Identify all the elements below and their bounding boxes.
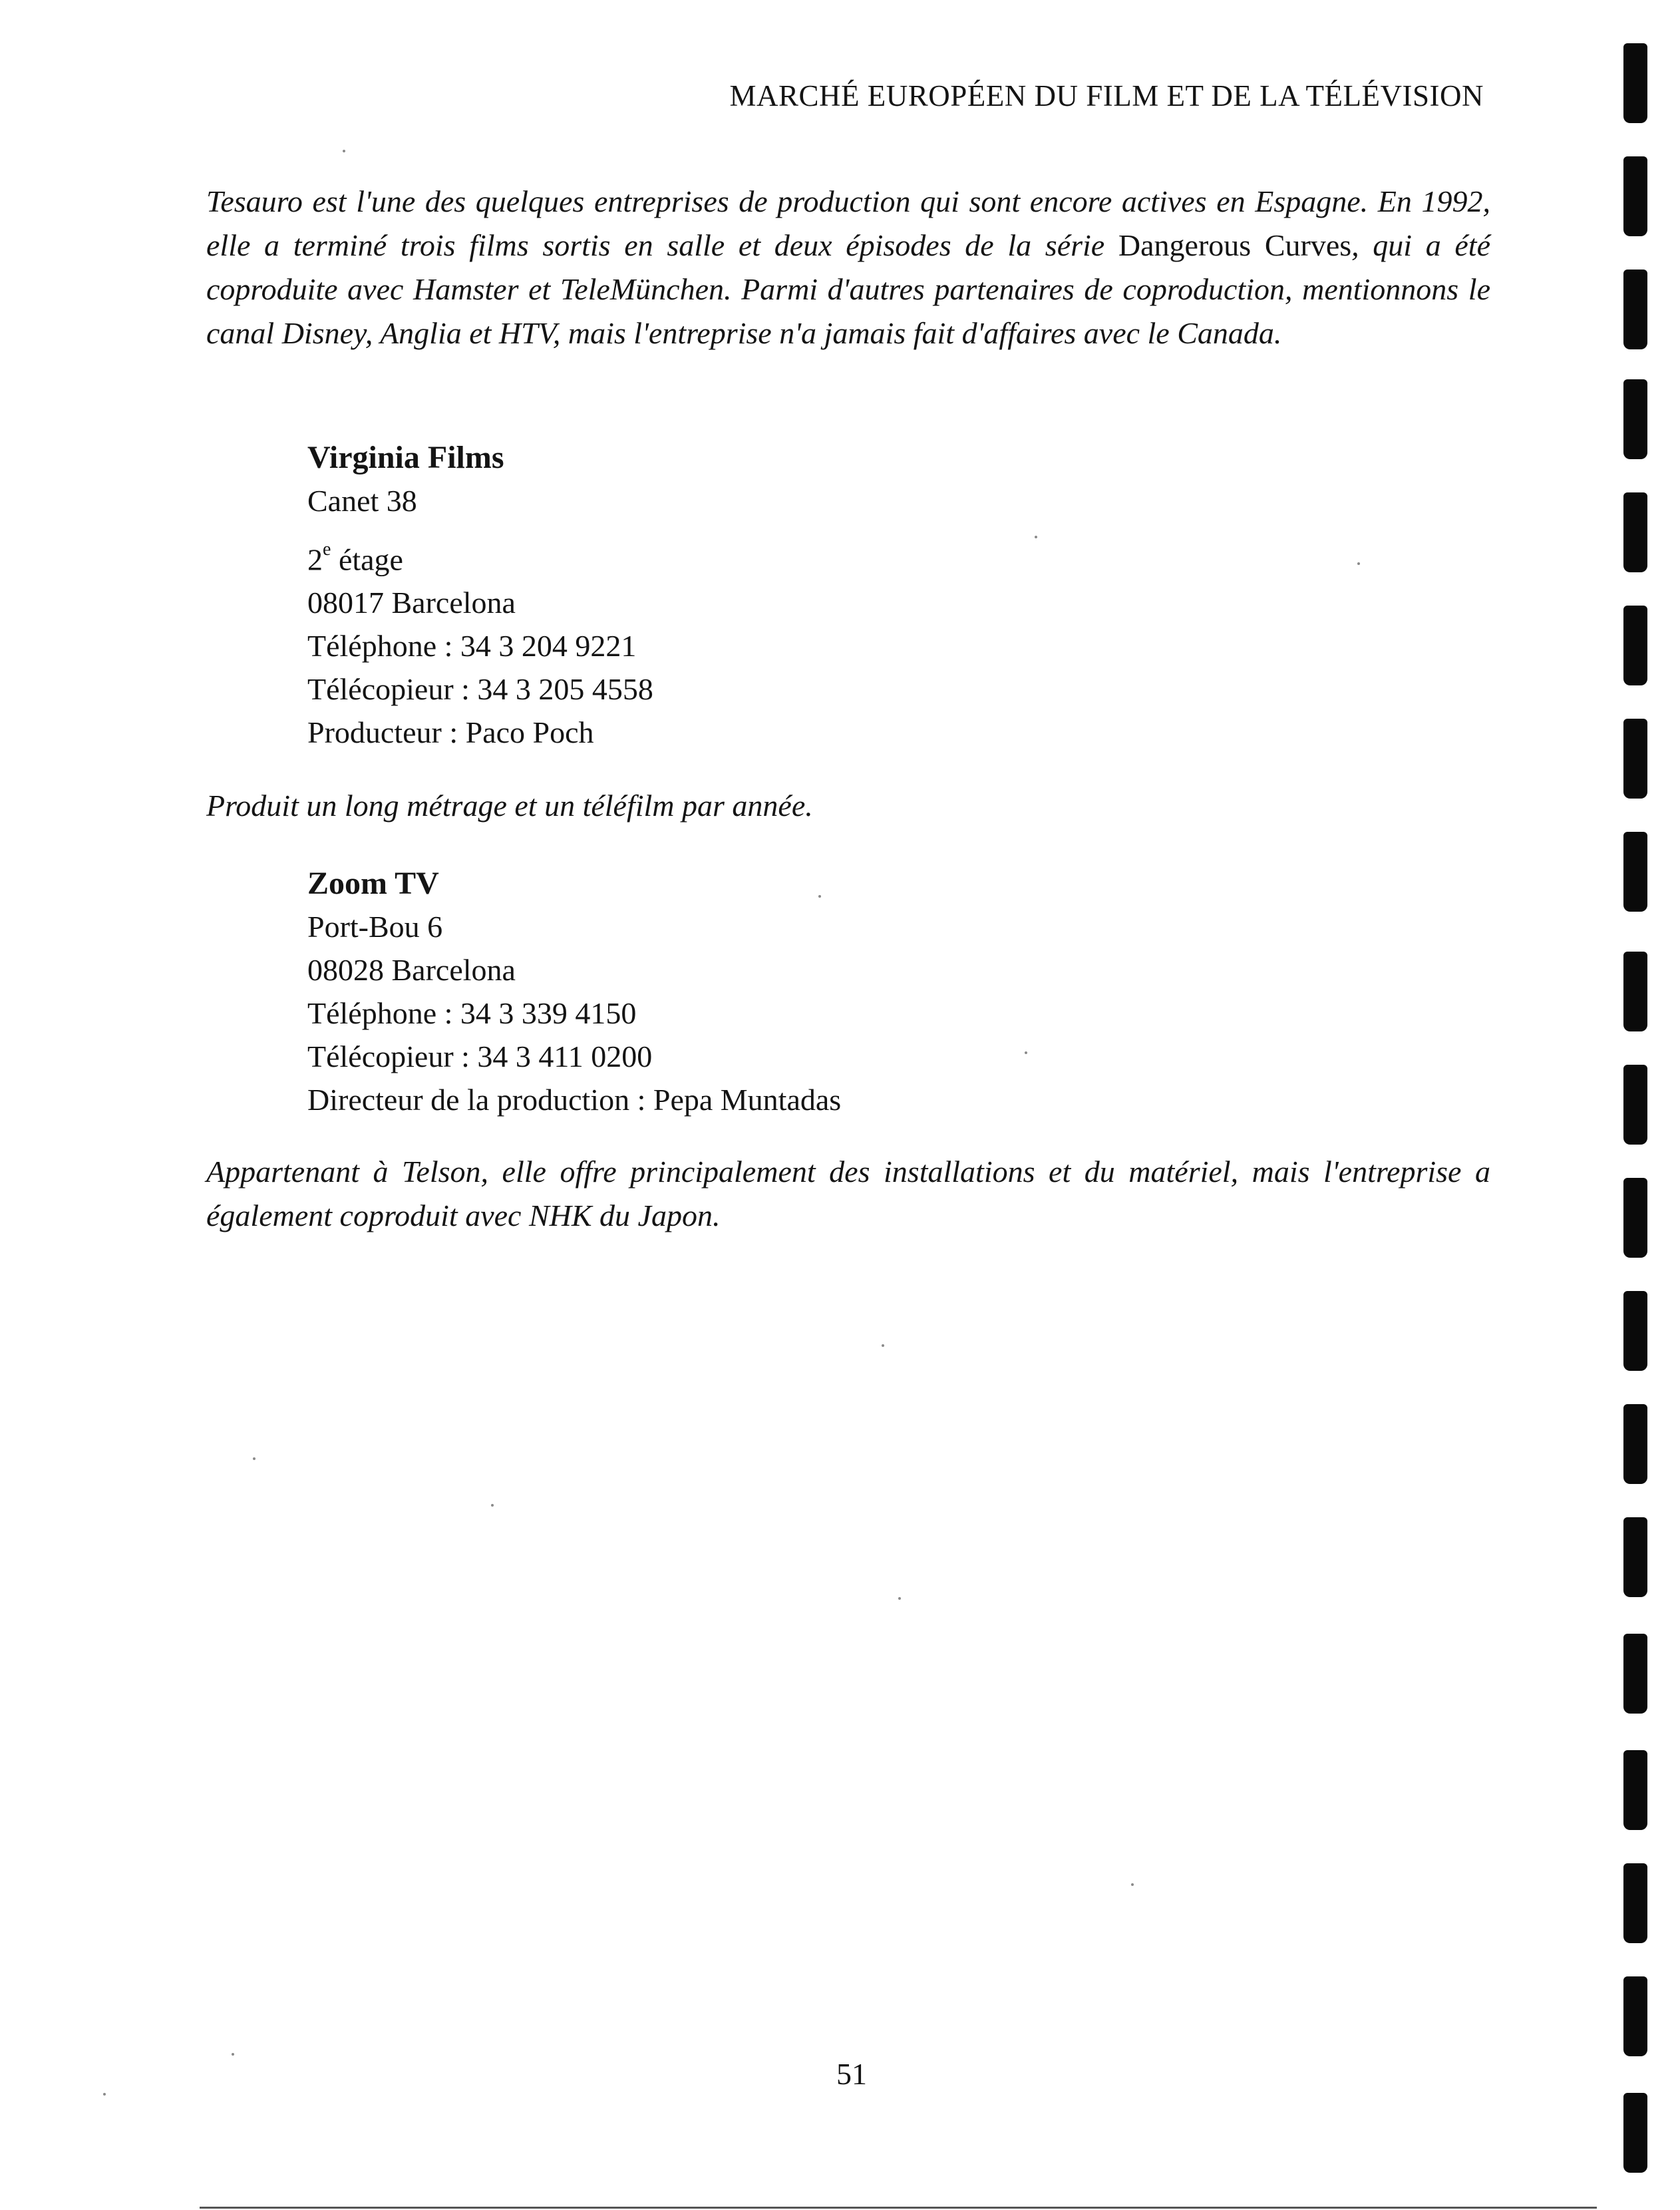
binding-hole <box>1623 1863 1647 1943</box>
scan-speck <box>232 2053 234 2056</box>
zoom-tv-note: Appartenant à Telson, elle offre principalement des installations et du matériel, mais l'entreprise a également coproduit avec NHK du Japon. <box>206 1155 1490 1232</box>
fax-line: Télécopieur : 34 3 205 4558 <box>307 672 653 707</box>
floor-line <box>307 532 653 581</box>
binding-hole <box>1623 832 1647 912</box>
scan-edge-rule <box>200 2207 1597 2209</box>
address-line: Canet 38 <box>307 484 417 518</box>
scan-speck <box>898 1597 901 1600</box>
series-title: Dangerous Curves <box>1118 228 1352 262</box>
city-line: 08028 Barcelona <box>307 953 516 987</box>
running-header: MARCHÉ EUROPÉEN DU FILM ET DE LA TÉLÉVISION <box>729 79 1484 112</box>
scan-speck <box>253 1457 255 1460</box>
scan-speck <box>1357 562 1360 565</box>
binding-hole <box>1623 156 1647 236</box>
scan-speck <box>1131 1883 1134 1886</box>
contact-line: Directeur de la production : Pepa Muntadas <box>307 1083 842 1117</box>
scan-speck <box>1025 1051 1027 1054</box>
binding-hole <box>1623 1178 1647 1258</box>
city-line: 08017 Barcelona <box>307 586 516 620</box>
scan-speck <box>491 1504 494 1507</box>
binding-hole <box>1623 2093 1647 2173</box>
scan-speck <box>818 895 821 898</box>
floor-superscript: e <box>323 539 331 560</box>
intro-text-part2: , qui a été coproduite avec Hamster et TeleMünchen. Parmi d'autres partenaires de coproduction, mentionnons le canal Disney, Anglia et HTV, mais l'entreprise n'a jamais fait d'affaires avec le Canada. <box>206 228 1491 350</box>
company-entry-virginia-films <box>307 436 653 754</box>
scan-speck <box>103 2093 106 2096</box>
floor-word: étage <box>338 542 403 577</box>
binding-hole <box>1623 492 1647 572</box>
binding-hole <box>1623 1634 1647 1714</box>
contact-line: Producteur : Paco Poch <box>307 715 594 750</box>
binding-hole <box>1623 719 1647 799</box>
company-name: Zoom TV <box>307 866 439 901</box>
binding-hole <box>1623 952 1647 1031</box>
binding-hole <box>1623 1291 1647 1371</box>
binding-hole <box>1623 1404 1647 1484</box>
fax-line: Télécopieur : 34 3 411 0200 <box>307 1039 653 1073</box>
phone-line: Téléphone : 34 3 204 9221 <box>307 629 637 663</box>
binding-hole <box>1623 43 1647 123</box>
virginia-films-note: Produit un long métrage et un téléfilm par année. <box>206 789 813 823</box>
intro-paragraph <box>206 180 1490 355</box>
binding-hole <box>1623 1517 1647 1597</box>
floor-number: 2 <box>307 542 323 577</box>
intro-text-part1: Tesauro est l'une des quelques entreprises de production qui sont encore actives en Espagne. En 1992, elle a terminé trois films sortis en salle et deux épisodes de la série <box>206 184 1490 262</box>
binding-hole <box>1623 270 1647 349</box>
binding-hole <box>1623 1750 1647 1830</box>
binding-hole <box>1623 1976 1647 2056</box>
phone-line: Téléphone : 34 3 339 4150 <box>307 996 637 1030</box>
scan-speck <box>343 150 345 152</box>
binding-hole <box>1623 606 1647 685</box>
scan-speck <box>1035 536 1037 538</box>
company-entry-zoom-tv <box>307 862 841 1121</box>
page-number: 51 <box>836 2057 867 2091</box>
company-name: Virginia Films <box>307 440 504 475</box>
address-line: Port-Bou 6 <box>307 910 443 944</box>
binding-hole <box>1623 1065 1647 1145</box>
scan-speck <box>882 1344 884 1347</box>
binding-hole <box>1623 379 1647 459</box>
